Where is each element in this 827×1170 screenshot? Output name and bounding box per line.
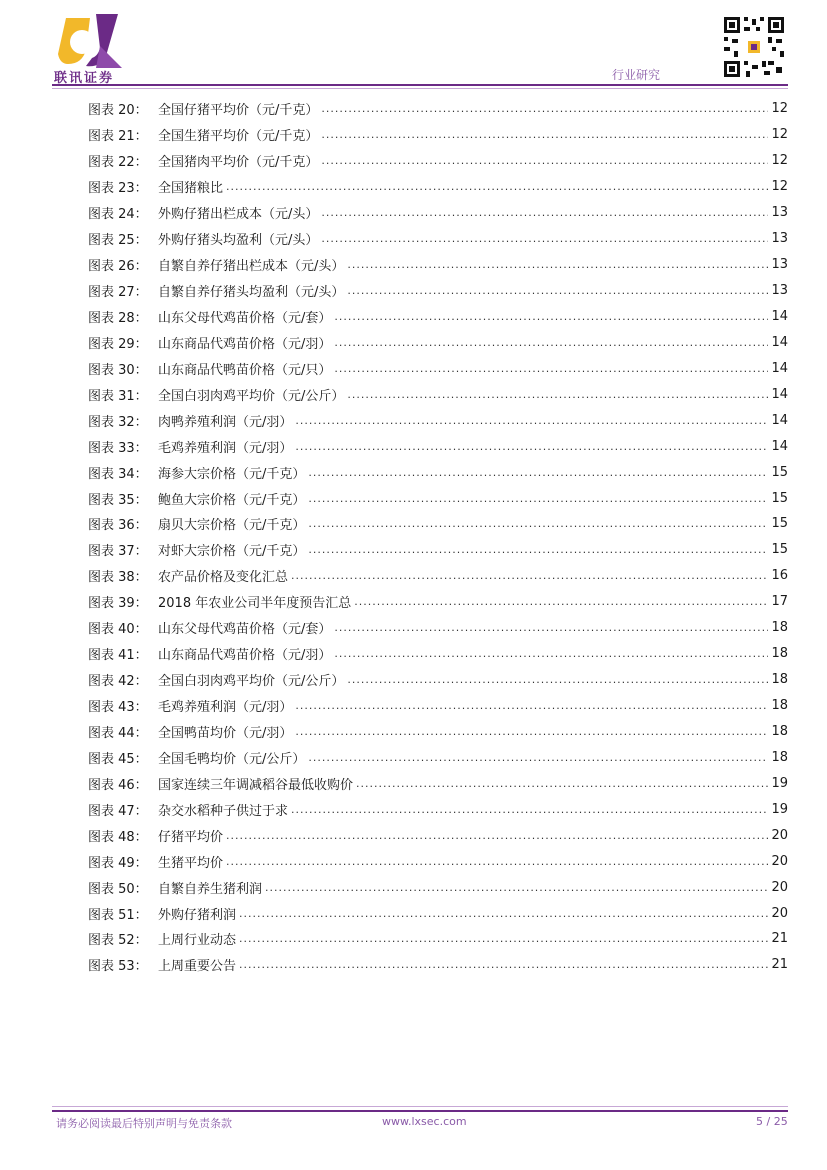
toc-entry-label: 图表 46： [88, 777, 148, 793]
toc-entry-title: 国家连续三年调减稻谷最低收购价 [158, 777, 354, 793]
toc-dot-leader [347, 388, 768, 401]
toc-entry-page: 19 [771, 775, 788, 791]
toc-dot-leader [354, 595, 768, 608]
toc-entry-title: 全国生猪平均价（元/千克） [158, 129, 319, 145]
toc-entry-page: 18 [771, 723, 788, 739]
toc-entry-title: 外购仔猪出栏成本（元/头） [158, 207, 319, 223]
toc-entry[interactable] [88, 952, 788, 978]
footer-page-number: 5 / 25 [756, 1115, 788, 1128]
toc-entry-label: 图表 42： [88, 674, 148, 690]
toc-dot-leader [308, 517, 768, 530]
toc-entry-label: 图表 41： [88, 648, 148, 664]
toc-dot-leader [321, 128, 768, 141]
toc-entry-page: 18 [771, 698, 788, 714]
toc-dot-leader [321, 232, 768, 245]
toc-entry[interactable] [88, 563, 788, 589]
toc-dot-leader [321, 206, 768, 219]
toc-entry-label: 图表 23： [88, 181, 148, 197]
toc-entry-page: 14 [771, 386, 788, 402]
footer-rule [52, 1110, 788, 1112]
toc-entry-title: 农产品价格及变化汇总 [158, 570, 289, 586]
toc-entry[interactable] [88, 485, 788, 511]
toc-entry-page: 14 [771, 412, 788, 428]
qr-code-icon [722, 15, 786, 79]
toc-entry-label: 图表 47： [88, 803, 148, 819]
toc-entry[interactable] [88, 667, 788, 693]
toc-dot-leader [239, 932, 768, 945]
toc-entry[interactable] [88, 381, 788, 407]
toc-entry[interactable] [88, 511, 788, 537]
toc-entry[interactable] [88, 615, 788, 641]
toc-entry-label: 图表 52： [88, 933, 148, 949]
header-rule-thin [52, 88, 788, 89]
toc-entry-title: 山东父母代鸡苗价格（元/套） [158, 310, 332, 326]
toc-entry-page: 21 [771, 957, 788, 973]
table-of-figures [88, 96, 788, 978]
toc-entry-title: 上周重要公告 [158, 959, 237, 975]
toc-entry-page: 18 [771, 749, 788, 765]
header-rule [52, 84, 788, 86]
toc-dot-leader [334, 310, 768, 323]
toc-entry-label: 图表 33： [88, 440, 148, 456]
page-header [0, 0, 827, 92]
toc-entry[interactable] [88, 589, 788, 615]
toc-entry[interactable] [88, 874, 788, 900]
toc-entry-label: 图表 39： [88, 596, 148, 612]
toc-entry[interactable] [88, 148, 788, 174]
toc-entry-label: 图表 25： [88, 233, 148, 249]
toc-entry-page: 14 [771, 360, 788, 376]
toc-entry-title: 山东商品代鸭苗价格（元/只） [158, 362, 332, 378]
toc-entry-page: 20 [771, 905, 788, 921]
toc-dot-leader [347, 284, 768, 297]
toc-entry-page: 13 [771, 257, 788, 273]
toc-entry-title: 肉鸭养殖利润（元/羽） [158, 414, 293, 430]
toc-entry-title: 自繁自养仔猪头均盈利（元/头） [158, 285, 345, 301]
toc-entry-title: 全国猪粮比 [158, 181, 224, 197]
toc-entry[interactable] [88, 693, 788, 719]
toc-entry[interactable] [88, 848, 788, 874]
toc-entry[interactable] [88, 926, 788, 952]
toc-entry-title: 全国猪肉平均价（元/千克） [158, 155, 319, 171]
toc-entry-title: 毛鸡养殖利润（元/羽） [158, 440, 293, 456]
toc-dot-leader [265, 881, 768, 894]
toc-entry[interactable] [88, 433, 788, 459]
toc-dot-leader [308, 543, 768, 556]
toc-entry[interactable] [88, 252, 788, 278]
toc-entry-page: 14 [771, 308, 788, 324]
toc-entry-label: 图表 35： [88, 492, 148, 508]
toc-entry-page: 20 [771, 879, 788, 895]
toc-entry-title: 全国鸭苗均价（元/羽） [158, 725, 293, 741]
toc-entry-title: 自繁自养仔猪出栏成本（元/头） [158, 259, 345, 275]
toc-dot-leader [295, 725, 768, 738]
toc-dot-leader [291, 803, 768, 816]
toc-entry-title: 毛鸡养殖利润（元/羽） [158, 700, 293, 716]
toc-entry-title: 山东商品代鸡苗价格（元/羽） [158, 648, 332, 664]
toc-entry[interactable] [88, 329, 788, 355]
toc-entry-title: 全国白羽肉鸡平均价（元/公斤） [158, 388, 345, 404]
toc-entry-title: 生猪平均价 [158, 855, 224, 871]
toc-dot-leader [308, 751, 768, 764]
toc-entry-label: 图表 31： [88, 388, 148, 404]
toc-dot-leader [334, 647, 768, 660]
toc-entry[interactable] [88, 459, 788, 485]
toc-entry-title: 扇贝大宗价格（元/千克） [158, 518, 306, 534]
toc-entry[interactable] [88, 796, 788, 822]
toc-entry-page: 18 [771, 620, 788, 636]
toc-entry-title: 山东商品代鸡苗价格（元/羽） [158, 336, 332, 352]
toc-entry-title: 鲍鱼大宗价格（元/千克） [158, 492, 306, 508]
toc-entry[interactable] [88, 822, 788, 848]
toc-dot-leader [334, 621, 768, 634]
toc-dot-leader [295, 414, 768, 427]
toc-entry-page: 15 [771, 464, 788, 480]
toc-entry[interactable] [88, 770, 788, 796]
toc-entry-title: 外购仔猪头均盈利（元/头） [158, 233, 319, 249]
toc-dot-leader [356, 777, 768, 790]
toc-entry-page: 21 [771, 931, 788, 947]
toc-entry-label: 图表 40： [88, 622, 148, 638]
toc-entry-label: 图表 21： [88, 129, 148, 145]
toc-entry[interactable] [88, 355, 788, 381]
toc-entry-page: 15 [771, 516, 788, 532]
toc-dot-leader [308, 492, 768, 505]
toc-entry[interactable] [88, 278, 788, 304]
toc-entry[interactable] [88, 96, 788, 122]
toc-entry-label: 图表 53： [88, 959, 148, 975]
toc-entry-title: 杂交水稻种子供过于求 [158, 803, 289, 819]
toc-dot-leader [295, 440, 768, 453]
toc-entry-label: 图表 28： [88, 310, 148, 326]
toc-dot-leader [347, 673, 768, 686]
toc-entry-label: 图表 34： [88, 466, 148, 482]
toc-entry-page: 12 [771, 101, 788, 117]
company-logo-icon [56, 10, 128, 72]
toc-entry-label: 图表 24： [88, 207, 148, 223]
toc-entry-title: 海参大宗价格（元/千克） [158, 466, 306, 482]
toc-entry[interactable] [88, 407, 788, 433]
toc-dot-leader [321, 102, 768, 115]
toc-entry-label: 图表 48： [88, 829, 148, 845]
toc-entry-label: 图表 27： [88, 285, 148, 301]
toc-dot-leader [347, 258, 768, 271]
toc-entry-label: 图表 49： [88, 855, 148, 871]
toc-entry-label: 图表 22： [88, 155, 148, 171]
toc-dot-leader [334, 336, 768, 349]
toc-entry-title: 山东父母代鸡苗价格（元/套） [158, 622, 332, 638]
toc-entry-label: 图表 20： [88, 103, 148, 119]
toc-dot-leader [226, 855, 768, 868]
toc-entry[interactable] [88, 122, 788, 148]
toc-dot-leader [239, 907, 768, 920]
toc-dot-leader [334, 362, 768, 375]
toc-entry-page: 20 [771, 827, 788, 843]
toc-entry-title: 全国白羽肉鸡平均价（元/公斤） [158, 674, 345, 690]
toc-entry-title: 自繁自养生猪利润 [158, 881, 263, 897]
toc-entry-label: 图表 37： [88, 544, 148, 560]
toc-entry-page: 16 [771, 568, 788, 584]
toc-entry-label: 图表 32： [88, 414, 148, 430]
section-label: 行业研究 [612, 68, 661, 82]
toc-entry-label: 图表 44： [88, 725, 148, 741]
toc-entry-page: 12 [771, 127, 788, 143]
toc-entry[interactable] [88, 641, 788, 667]
toc-entry-label: 图表 43： [88, 700, 148, 716]
toc-entry-page: 20 [771, 853, 788, 869]
toc-entry[interactable] [88, 174, 788, 200]
toc-entry-page: 18 [771, 672, 788, 688]
toc-entry-title: 外购仔猪利润 [158, 907, 237, 923]
toc-entry-label: 图表 29： [88, 336, 148, 352]
toc-entry-label: 图表 38： [88, 570, 148, 586]
toc-dot-leader [226, 180, 768, 193]
toc-dot-leader [321, 154, 768, 167]
toc-entry-page: 14 [771, 438, 788, 454]
toc-entry[interactable] [88, 200, 788, 226]
toc-entry[interactable] [88, 304, 788, 330]
footer-website-link[interactable]: www.lxsec.com [382, 1115, 467, 1128]
toc-entry[interactable] [88, 744, 788, 770]
toc-dot-leader [295, 699, 768, 712]
footer-rule-thin [52, 1106, 788, 1107]
footer-disclaimer: 请务必阅读最后特别声明与免责条款 [56, 1117, 232, 1130]
toc-entry-title: 对虾大宗价格（元/千克） [158, 544, 306, 560]
toc-entry-label: 图表 50： [88, 881, 148, 897]
logo-text: 联讯证券 [54, 71, 115, 86]
toc-entry-label: 图表 51： [88, 907, 148, 923]
toc-dot-leader [239, 958, 768, 971]
toc-entry-page: 12 [771, 153, 788, 169]
toc-entry-page: 13 [771, 205, 788, 221]
toc-entry-title: 仔猪平均价 [158, 829, 224, 845]
toc-entry-page: 19 [771, 801, 788, 817]
toc-entry[interactable] [88, 719, 788, 745]
toc-entry-label: 图表 30： [88, 362, 148, 378]
toc-entry-page: 18 [771, 646, 788, 662]
toc-dot-leader [226, 829, 768, 842]
toc-entry-title: 上周行业动态 [158, 933, 237, 949]
toc-entry-page: 15 [771, 490, 788, 506]
toc-entry[interactable] [88, 226, 788, 252]
toc-entry-page: 15 [771, 542, 788, 558]
toc-dot-leader [308, 466, 768, 479]
toc-entry-label: 图表 26： [88, 259, 148, 275]
toc-entry[interactable] [88, 537, 788, 563]
toc-entry-page: 13 [771, 283, 788, 299]
toc-entry-page: 17 [771, 594, 788, 610]
toc-entry-title: 全国毛鸭均价（元/公斤） [158, 751, 306, 767]
toc-entry-label: 图表 36： [88, 518, 148, 534]
toc-entry-page: 13 [771, 231, 788, 247]
toc-entry-title: 全国仔猪平均价（元/千克） [158, 103, 319, 119]
toc-entry-label: 图表 45： [88, 751, 148, 767]
toc-dot-leader [291, 569, 768, 582]
toc-entry[interactable] [88, 900, 788, 926]
toc-entry-page: 14 [771, 334, 788, 350]
toc-entry-page: 12 [771, 179, 788, 195]
toc-entry-title: 2018 年农业公司半年度预告汇总 [158, 596, 352, 612]
